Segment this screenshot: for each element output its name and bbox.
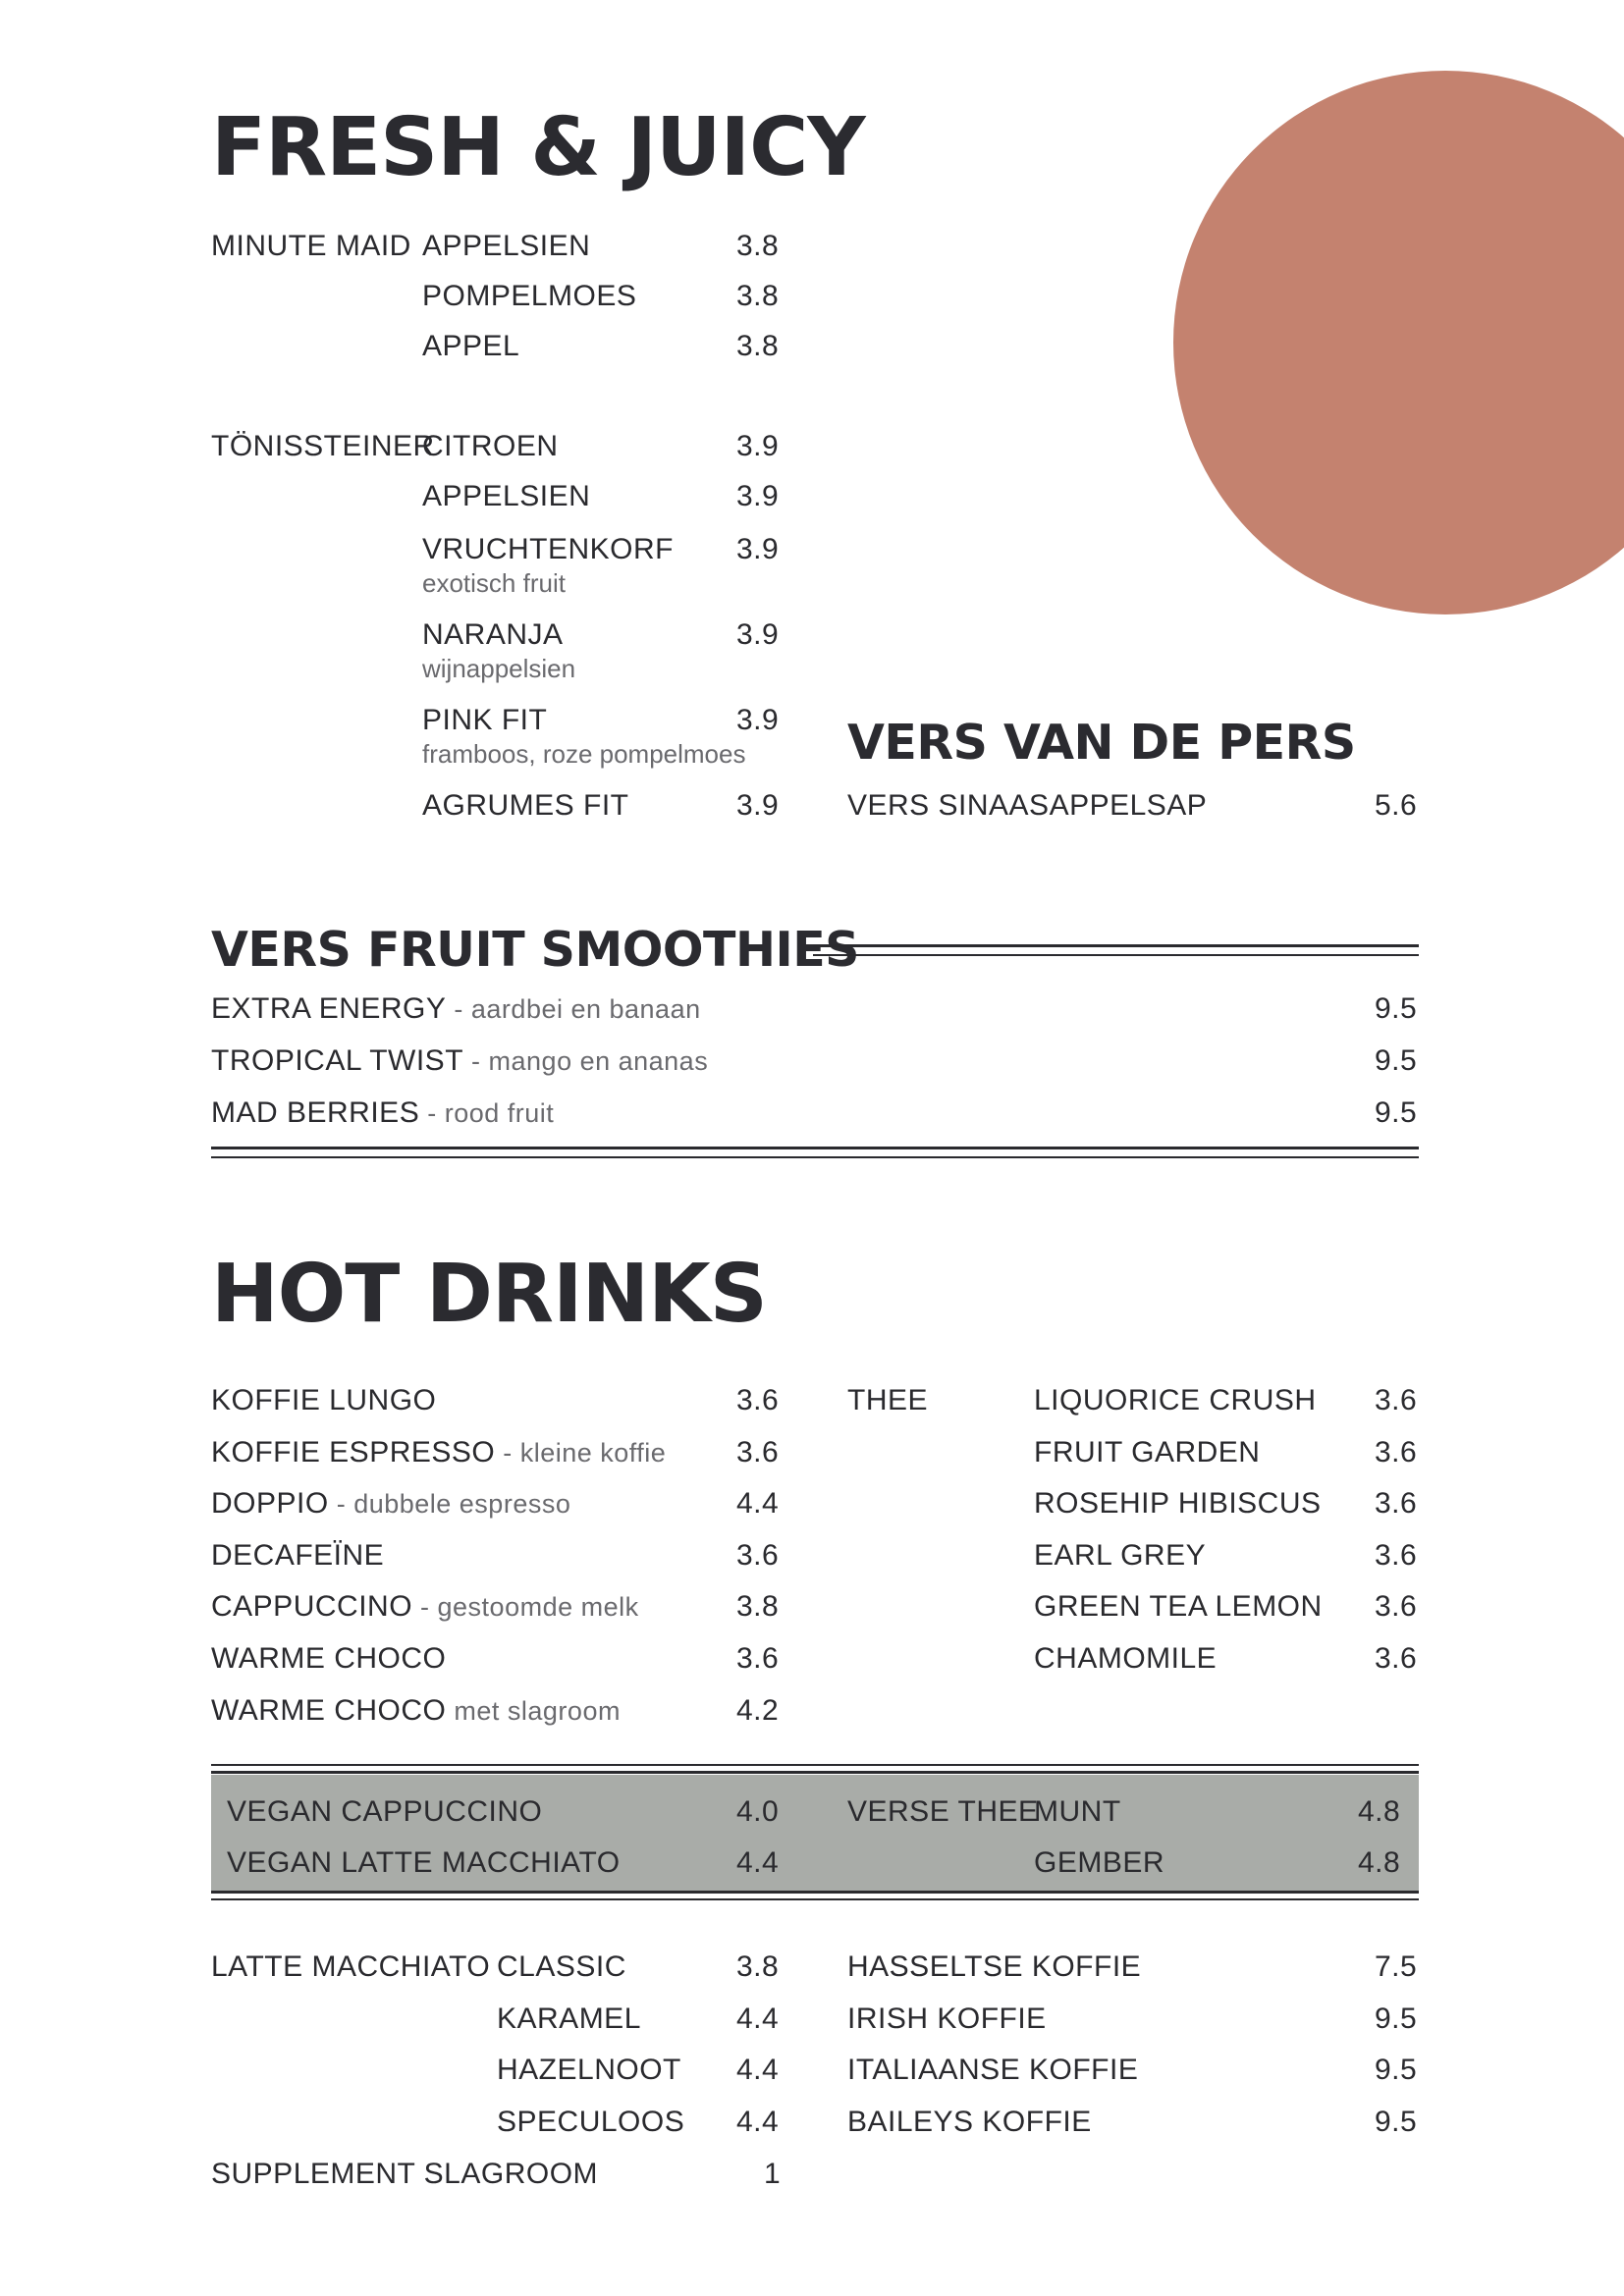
- coffee-row: [211, 1541, 384, 1571]
- menu-item-description: - dubbele espresso: [328, 1489, 571, 1519]
- menu-item-price: 5.6: [1375, 789, 1418, 822]
- menu-item-name: NARANJA: [422, 618, 564, 651]
- menu-item-price: 3.6: [736, 1436, 780, 1468]
- menu-item-name: HAZELNOOT: [497, 2054, 681, 2086]
- menu-item-description: exotisch fruit: [422, 568, 566, 598]
- menu-item-name: ROSEHIP HIBISCUS: [1034, 1487, 1322, 1520]
- menu-item-price: 3.9: [736, 789, 780, 822]
- coffee-row: [211, 1696, 621, 1726]
- menu-item-price: 3.8: [736, 230, 780, 262]
- menu-item-name: AGRUMES FIT: [422, 789, 629, 822]
- menu-item-price: 3.9: [736, 480, 780, 512]
- menu-item-name: HASSELTSE KOFFIE: [847, 1950, 1142, 1983]
- menu-item-name: CAPPUCCINO: [211, 1590, 413, 1623]
- menu-item-price: 3.8: [736, 330, 780, 362]
- menu-item-name: MUNT: [1034, 1795, 1121, 1828]
- coffee-row: [211, 1386, 436, 1415]
- menu-item-price: 3.6: [736, 1384, 780, 1416]
- brand-tonissteiner: TÖNISSTEINER: [211, 430, 435, 462]
- menu-item-price: 4.8: [1358, 1795, 1401, 1828]
- menu-item-name: SPECULOOS: [497, 2106, 685, 2138]
- menu-item-price: 3.6: [1375, 1539, 1418, 1572]
- menu-item-name: GEMBER: [1034, 1846, 1165, 1879]
- menu-item-price: 3.6: [1375, 1590, 1418, 1623]
- smoothies-title: VERS FRUIT SMOOTHIES: [211, 922, 859, 978]
- menu-item-name: FRUIT GARDEN: [1034, 1436, 1261, 1468]
- divider: [211, 1771, 1419, 1774]
- menu-item-name: VERS SINAASAPPELSAP: [847, 789, 1208, 822]
- menu-item-description: - mango en ananas: [463, 1046, 709, 1076]
- divider: [211, 1891, 1419, 1894]
- divider: [813, 954, 1419, 956]
- smoothie-row: [211, 994, 701, 1024]
- menu-item-description: - gestoomde melk: [412, 1592, 639, 1622]
- menu-item-name: GREEN TEA LEMON: [1034, 1590, 1323, 1623]
- coffee-row: [211, 1644, 446, 1674]
- menu-item-name: SUPPLEMENT SLAGROOM: [211, 2158, 599, 2190]
- menu-item-description: - kleine koffie: [495, 1438, 667, 1468]
- menu-item-name: KOFFIE ESPRESSO: [211, 1436, 496, 1468]
- decorative-circle: [1173, 71, 1624, 614]
- menu-item-price: 3.6: [1375, 1642, 1418, 1675]
- menu-item-name: WARME CHOCO: [211, 1694, 447, 1727]
- menu-item-price: 4.4: [736, 1846, 780, 1879]
- fresh-juicy-title: FRESH & JUICY: [211, 101, 865, 194]
- menu-item-price: 9.5: [1375, 1044, 1418, 1077]
- menu-item-price: 9.5: [1375, 992, 1418, 1025]
- smoothie-row: [211, 1098, 554, 1128]
- divider: [211, 1764, 1419, 1766]
- coffee-row: [211, 1438, 666, 1468]
- divider: [211, 1147, 1419, 1149]
- menu-item-price: 3.8: [736, 280, 780, 312]
- divider: [211, 1898, 1419, 1900]
- menu-item-name: PINK FIT: [422, 704, 548, 736]
- menu-item-description: wijnappelsien: [422, 654, 576, 683]
- menu-item-price: 3.6: [736, 1642, 780, 1675]
- menu-item-name: CITROEN: [422, 430, 559, 462]
- divider: [813, 944, 1419, 947]
- menu-item-price: 3.6: [1375, 1384, 1418, 1416]
- menu-item-price: 9.5: [1375, 2106, 1418, 2138]
- menu-item-name: DOPPIO: [211, 1487, 329, 1520]
- menu-item-name: APPEL: [422, 330, 520, 362]
- vers-van-de-pers-title: VERS VAN DE PERS: [847, 715, 1356, 771]
- latte-label: LATTE MACCHIATO: [211, 1950, 491, 1983]
- menu-item-description: met slagroom: [446, 1696, 621, 1726]
- menu-item-name: DECAFEÏNE: [211, 1539, 385, 1572]
- menu-item-name: KARAMEL: [497, 2002, 641, 2035]
- brand-minute-maid: MINUTE MAID: [211, 230, 411, 262]
- menu-item-description: - rood fruit: [419, 1098, 555, 1128]
- menu-item-price: 3.8: [736, 1590, 780, 1623]
- smoothie-row: [211, 1046, 708, 1076]
- menu-item-price: 3.9: [736, 430, 780, 462]
- menu-item-name: LIQUORICE CRUSH: [1034, 1384, 1317, 1416]
- menu-item-name: BAILEYS KOFFIE: [847, 2106, 1092, 2138]
- menu-item-price: 3.9: [736, 618, 780, 651]
- menu-item-name: APPELSIEN: [422, 230, 591, 262]
- menu-item-price: 3.9: [736, 533, 780, 565]
- divider: [211, 1156, 1419, 1158]
- verse-thee-label: VERSE THEE: [847, 1795, 1039, 1828]
- menu-item-price: 4.4: [736, 2106, 780, 2138]
- hot-drinks-title: HOT DRINKS: [211, 1248, 767, 1341]
- menu-item-name: TROPICAL TWIST: [211, 1044, 464, 1077]
- menu-item-price: 3.6: [1375, 1487, 1418, 1520]
- menu-item-name: VRUCHTENKORF: [422, 533, 675, 565]
- coffee-row: [211, 1592, 639, 1622]
- menu-item-price: 7.5: [1375, 1950, 1418, 1983]
- menu-item-price: 9.5: [1375, 2002, 1418, 2035]
- menu-item-price: 3.6: [736, 1539, 780, 1572]
- menu-item-name: ITALIAANSE KOFFIE: [847, 2054, 1139, 2086]
- menu-item-name: KOFFIE LUNGO: [211, 1384, 437, 1416]
- menu-item-price: 1: [764, 2158, 782, 2190]
- menu-item-price: 4.4: [736, 2002, 780, 2035]
- menu-item-price: 4.2: [736, 1694, 780, 1727]
- menu-item-name: IRISH KOFFIE: [847, 2002, 1047, 2035]
- menu-item-price: 4.8: [1358, 1846, 1401, 1879]
- menu-item-name: WARME CHOCO: [211, 1642, 447, 1675]
- coffee-row: [211, 1489, 570, 1519]
- menu-item-name: EARL GREY: [1034, 1539, 1207, 1572]
- menu-item-description: framboos, roze pompelmoes: [422, 739, 746, 769]
- menu-item-name: POMPELMOES: [422, 280, 637, 312]
- menu-item-price: 4.4: [736, 2054, 780, 2086]
- menu-item-description: - aardbei en banaan: [446, 994, 701, 1024]
- menu-item-name: CLASSIC: [497, 1950, 626, 1983]
- menu-item-price: 9.5: [1375, 1096, 1418, 1129]
- menu-item-price: 3.9: [736, 704, 780, 736]
- menu-item-name: CHAMOMILE: [1034, 1642, 1218, 1675]
- menu-item-price: 3.8: [736, 1950, 780, 1983]
- menu-item-name: VEGAN CAPPUCCINO: [227, 1795, 543, 1828]
- thee-label: THEE: [847, 1384, 929, 1416]
- menu-item-price: 3.6: [1375, 1436, 1418, 1468]
- menu-item-name: APPELSIEN: [422, 480, 591, 512]
- menu-item-name: EXTRA ENERGY: [211, 992, 447, 1025]
- menu-item-price: 9.5: [1375, 2054, 1418, 2086]
- menu-item-name: MAD BERRIES: [211, 1096, 420, 1129]
- menu-item-price: 4.0: [736, 1795, 780, 1828]
- menu-item-name: VEGAN LATTE MACCHIATO: [227, 1846, 621, 1879]
- menu-item-price: 4.4: [736, 1487, 780, 1520]
